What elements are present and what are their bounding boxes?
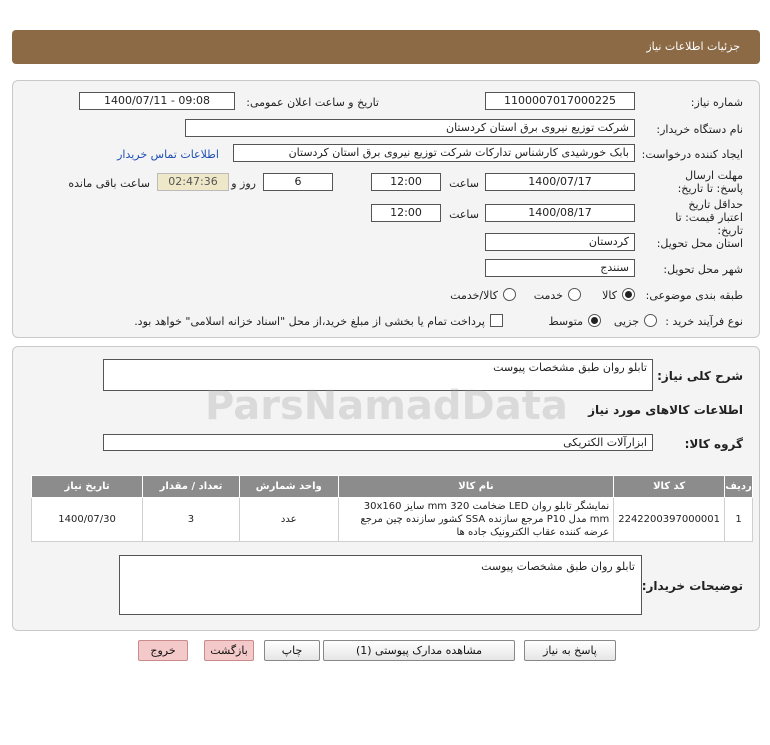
announce-label: تاریخ و ساعت اعلان عمومی: <box>246 96 379 109</box>
remaining-label: ساعت باقی مانده <box>68 177 150 190</box>
exit-button[interactable]: خروج <box>138 640 188 661</box>
cell-code: 2242200397000001 <box>614 498 725 542</box>
need-number-label: شماره نیاز: <box>690 96 743 109</box>
city-label: شهر محل تحویل: <box>663 263 743 276</box>
buyer-contact-link[interactable]: اطلاعات تماس خریدار <box>117 148 219 161</box>
col-code: کد کالا <box>614 476 725 498</box>
city-field: سنندج <box>485 259 635 277</box>
goods-group-field: ابزارآلات الکتریکی <box>103 434 653 451</box>
creator-label: ایجاد کننده درخواست: <box>641 148 743 161</box>
category-label: طبقه بندی موضوعی: <box>645 289 743 302</box>
category-option-service: خدمت <box>533 289 563 302</box>
watermark-brand: ParsNamadData <box>205 383 568 429</box>
col-name: نام کالا <box>338 476 614 498</box>
treasury-payment-note: پرداخت تمام یا بخشی از مبلغ خرید،از محل "اسناد خزانه اسلامی" خواهد بود. <box>134 315 485 328</box>
validity-time-field: 12:00 <box>371 204 441 222</box>
days-label: روز و <box>231 177 256 190</box>
cell-row: 1 <box>725 498 753 542</box>
cell-date: 1400/07/30 <box>32 498 143 542</box>
col-row: ردیف <box>725 476 753 498</box>
category-option-goods: کالا <box>602 289 617 302</box>
cell-unit: عدد <box>239 498 338 542</box>
days-field: 6 <box>263 173 333 191</box>
category-radio-goods-service[interactable] <box>503 288 516 301</box>
page-title: جزئیات اطلاعات نیاز <box>646 40 740 53</box>
cell-name: نمایشگر تابلو روان LED ضخامت 320 mm سایز 30x160 mm مدل P10 مرجع سازنده SSA کشور سازنده چین مرجع عرضه کننده عقاب الکترونیک جاده ها <box>338 498 614 542</box>
process-radio-medium[interactable] <box>588 314 601 327</box>
need-info-panel <box>12 80 760 338</box>
reply-button[interactable]: پاسخ به نیاز <box>524 640 616 661</box>
process-label: نوع فرآیند خرید : <box>665 315 743 328</box>
goods-group-label: گروه کالا: <box>684 437 743 451</box>
province-label: استان محل تحویل: <box>656 237 743 250</box>
validity-date-field: 1400/08/17 <box>485 204 635 222</box>
creator-field: بابک خورشیدی کارشناس تدارکات شرکت توزیع نیروی برق استان کردستان <box>233 144 635 162</box>
table-row <box>32 498 753 542</box>
deadline-time-label: ساعت <box>449 177 479 190</box>
need-number-field: 1100007017000225 <box>485 92 635 110</box>
general-desc-field: تابلو روان طبق مشخصات پیوست <box>103 359 653 391</box>
announce-field: 1400/07/11 - 09:08 <box>79 92 235 110</box>
deadline-label: مهلت ارسال پاسخ: تا تاریخ: <box>677 169 743 195</box>
category-radio-service[interactable] <box>568 288 581 301</box>
province-field: کردستان <box>485 233 635 251</box>
deadline-date-field: 1400/07/17 <box>485 173 635 191</box>
category-radio-goods[interactable] <box>622 288 635 301</box>
process-option-medium: متوسط <box>548 315 583 328</box>
back-button[interactable]: بازگشت <box>204 640 254 661</box>
buyer-org-label: نام دستگاه خریدار: <box>656 123 743 136</box>
col-date: تاریخ نیاز <box>32 476 143 498</box>
buyer-notes-field: تابلو روان طبق مشخصات پیوست <box>119 555 642 615</box>
deadline-time-field: 12:00 <box>371 173 441 191</box>
validity-label: حداقل تاریخ اعتبار قیمت: تا تاریخ: <box>675 198 743 237</box>
buyer-notes-label: توضیحات خریدار: <box>641 579 743 593</box>
validity-time-label: ساعت <box>449 208 479 221</box>
general-desc-label: شرح کلی نیاز: <box>657 369 743 383</box>
process-radio-minor[interactable] <box>644 314 657 327</box>
buyer-org-field: شرکت توزیع نیروی برق استان کردستان <box>185 119 635 137</box>
goods-table-header <box>32 476 753 498</box>
remaining-time-field: 02:47:36 <box>157 173 229 191</box>
treasury-payment-checkbox[interactable] <box>490 314 503 327</box>
view-attachments-button[interactable]: مشاهده مدارک پیوستی (1) <box>323 640 515 661</box>
category-option-goods-service: کالا/خدمت <box>450 289 498 302</box>
goods-info-title: اطلاعات کالاهای مورد نیاز <box>588 403 743 417</box>
col-qty: تعداد / مقدار <box>143 476 240 498</box>
cell-qty: 3 <box>143 498 240 542</box>
page-header <box>12 30 760 64</box>
col-unit: واحد شمارش <box>239 476 338 498</box>
goods-table <box>31 475 753 542</box>
print-button[interactable]: چاپ <box>264 640 320 661</box>
process-option-minor: جزیی <box>613 315 639 328</box>
